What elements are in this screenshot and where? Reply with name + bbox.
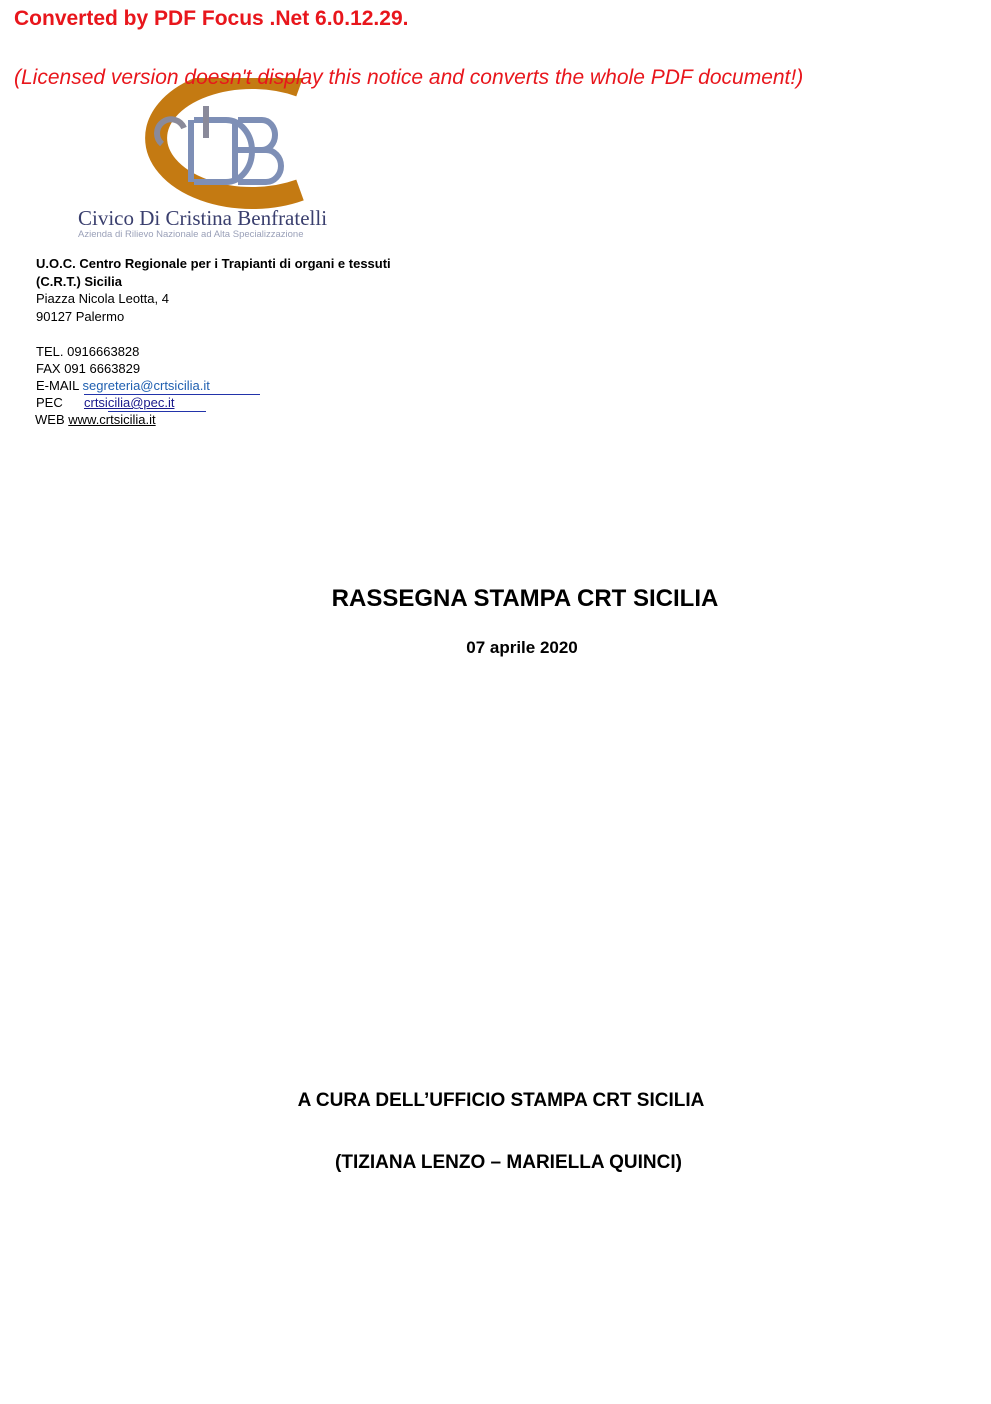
contacts-block	[36, 343, 210, 428]
tel-label: TEL.	[36, 344, 64, 359]
hospital-logo	[76, 78, 346, 243]
logo-name: Civico Di Cristina Benfratelli	[78, 206, 328, 230]
web-link[interactable]: www.crtsicilia.it	[68, 412, 156, 427]
tel-value: 0916663828	[67, 344, 140, 359]
organization-block	[36, 255, 391, 325]
org-name: U.O.C. Centro Regionale per i Trapianti di organi e tessuti	[36, 256, 391, 271]
email-row	[36, 377, 210, 394]
document-authors: (TIZIANA LENZO – MARIELLA QUINCI)	[335, 1152, 682, 1173]
pec-link[interactable]: crtsicilia@pec.it	[83, 395, 175, 410]
conversion-notice: Converted by PDF Focus .Net 6.0.12.29.	[14, 7, 409, 30]
email-underline	[84, 394, 260, 395]
document-credit: A CURA DELL’UFFICIO STAMPA CRT SICILIA	[297, 1090, 705, 1111]
org-city: 90127 Palermo	[36, 308, 125, 324]
org-subname: (C.R.T.) Sicilia	[36, 273, 122, 289]
fax-value: 091 6663829	[64, 361, 141, 376]
web-label: WEB	[35, 412, 65, 427]
email-label: E-MAIL	[36, 378, 79, 393]
pec-underline	[108, 411, 206, 412]
license-notice: (Licensed version doesn't display this notice and converts the whole PDF document!)	[14, 66, 804, 89]
web-row	[35, 411, 210, 428]
document-date: 07 aprile 2020	[466, 638, 578, 657]
tel-row	[36, 343, 210, 360]
document-title: RASSEGNA STAMPA CRT SICILIA	[331, 585, 719, 612]
pec-row	[36, 394, 210, 411]
logo-tagline: Azienda di Rilievo Nazionale ad Alta Specializzazione	[78, 229, 304, 240]
fax-row	[36, 360, 210, 377]
pec-label: PEC	[36, 395, 63, 410]
email-link[interactable]: segreteria@crtsicilia.it	[82, 378, 210, 393]
org-street: Piazza Nicola Leotta, 4	[36, 291, 169, 306]
fax-label: FAX	[36, 361, 61, 376]
